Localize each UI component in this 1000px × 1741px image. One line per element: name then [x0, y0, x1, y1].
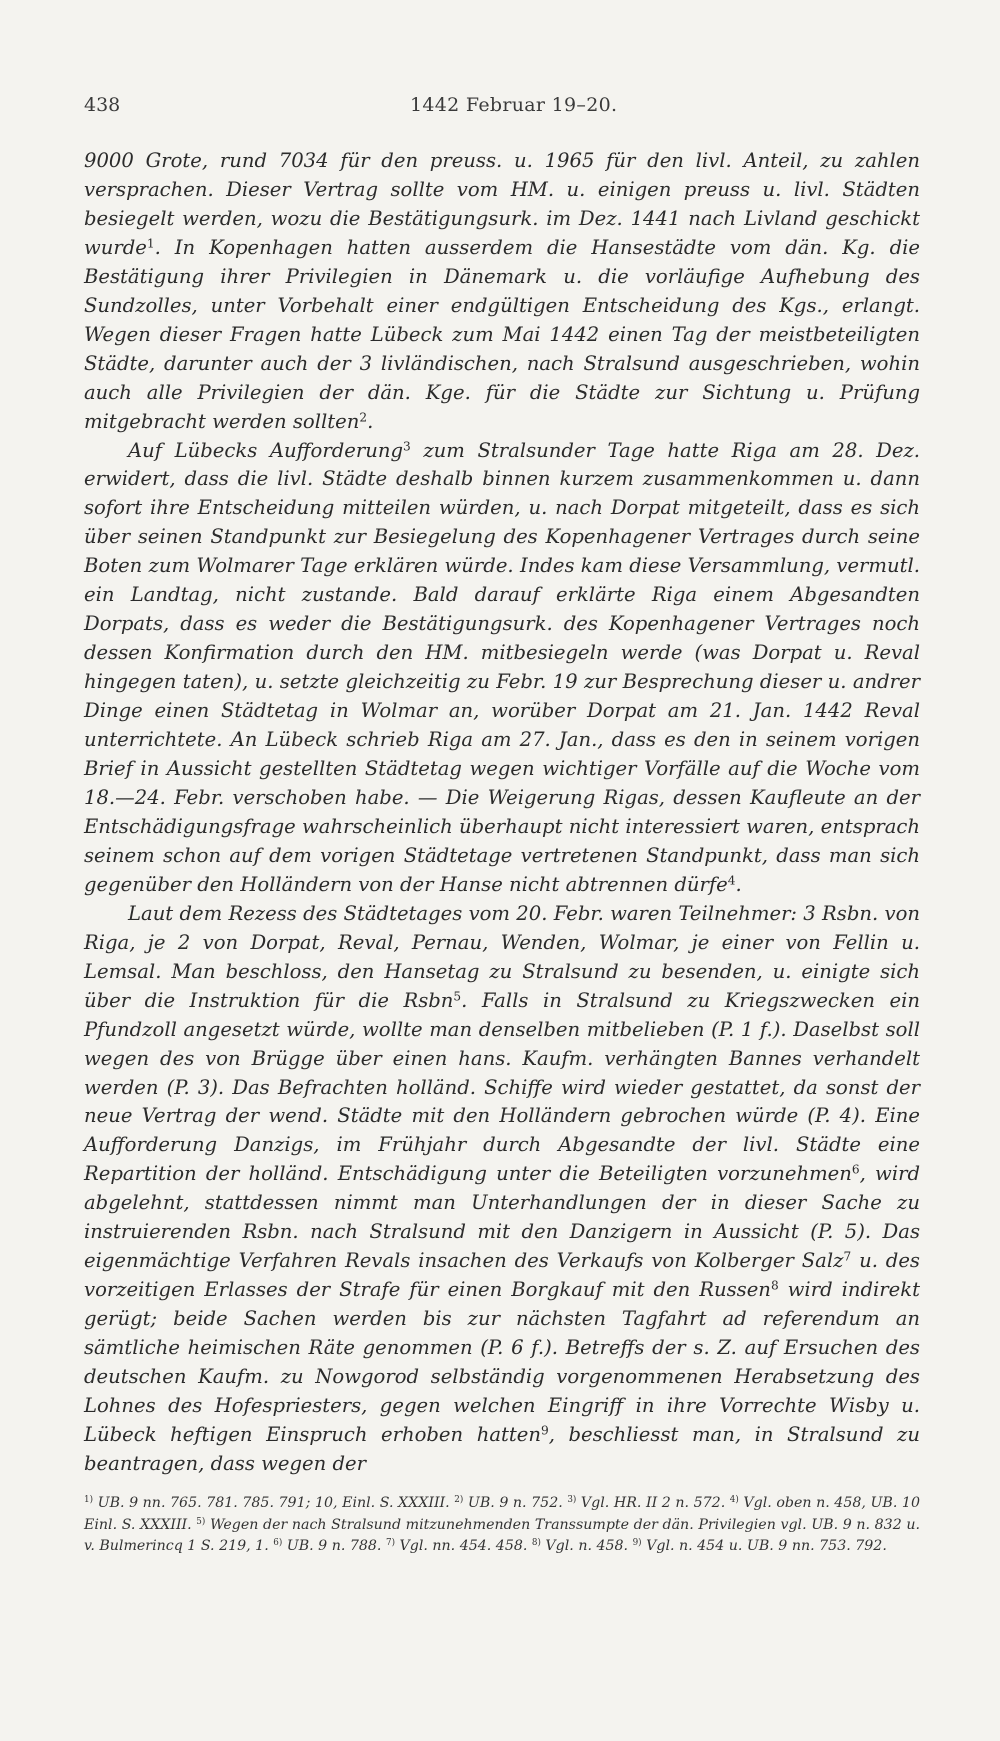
running-head: 1442 Februar 19–20. [410, 94, 618, 116]
footnote-number: 5) [196, 1516, 206, 1527]
footnote-4: Vgl. oben n. 458, UB. 10 Einl. S. XXXIII. [84, 1495, 920, 1533]
footnote-ref-2: 2 [359, 409, 368, 424]
main-text [84, 147, 920, 1479]
footnote-number: 4) [729, 1495, 739, 1506]
footnote-number: 7) [385, 1538, 395, 1549]
footnote-number: 1) [84, 1495, 94, 1506]
page-header [84, 94, 920, 124]
text-run: wird indirekt gerügt; beide Sachen werden bis zur nächsten Tagfahrt ad referendum an sämtliche heimischen Räte genommen (P. 6 f.). Betreffs der s. Z. auf Ersuchen des deutschen Kaufm. zu Nowgorod selbständig vorgenommenen Herabsetzung des Lohnes des Hofespriesters, gegen welchen Eingriff in ihre Vorrechte Wisby u. Lübeck heftigen Einspruch erhoben hatten [84, 1278, 920, 1446]
paragraph-1 [84, 147, 920, 437]
text-run: . Falls in Stralsund zu Kriegszwecken ein Pfundzoll angesetzt würde, wollte man denselben mitbelieben (P. 1 f.). Daselbst soll wegen des von Brügge über einen hans. Kaufm. verhängten Bannes verhandelt werden (P. 3). Das Befrachten holländ. Schiffe wird wieder gestattet, da sonst der neue Vertrag der wend. Städte mit den Holländern gebrochen würde (P. 4). Eine Aufforderung Danzigs, im Frühjahr durch Abgesandte der livl. Städte eine Repartition der holländ. Entschädigung unter die Beteiligten vorzunehmen [84, 988, 920, 1186]
text-run: . [367, 409, 374, 433]
footnote-ref-9: 9 [540, 1423, 549, 1438]
footnote-2: UB. 9 n. 752. [463, 1495, 568, 1511]
footnotes [84, 1493, 920, 1558]
text-run: . [735, 872, 742, 896]
footnote-9: Vgl. n. 454 u. UB. 9 nn. 753. 792. [641, 1538, 887, 1554]
footnote-ref-8: 8 [770, 1278, 779, 1293]
text-run: Auf Lübecks Aufforderung [128, 438, 403, 462]
text-run: . In Kopenhagen hatten ausserdem die Hansestädte vom dän. Kg. die Bestätigung ihrer Privilegien in Dänemark u. die vorläufige Aufhebung des Sundzolles, unter Vorbehalt einer endgültigen Entscheidung des Kgs., erlangt. Wegen dieser Fragen hatte Lübeck zum Mai 1442 einen Tag der meistbeteiligten Städte, darunter auch der 3 livländischen, nach Stralsund ausgeschrieben, wohin auch alle Privilegien der dän. Kge. für die Städte zur Sichtung u. Prüfung mitgebracht werden sollten [84, 235, 920, 433]
footnote-ref-1: 1 [146, 236, 155, 251]
footnote-ref-3: 3 [403, 438, 411, 453]
paragraph-2 [84, 437, 920, 900]
footnote-number: 9) [632, 1538, 642, 1549]
footnote-block [84, 1493, 920, 1558]
footnote-ref-4: 4 [727, 873, 736, 888]
footnote-number: 6) [273, 1538, 283, 1549]
footnote-number: 2) [454, 1495, 464, 1506]
text-run: 9000 Grote, rund 7034 für den preuss. u. 1965 für den livl. Anteil, zu zahlen versprachen. Dieser Vertrag sollte vom HM. u. einigen preuss u. livl. Städten besiegelt werden, wozu die Bestätigungsurk. im Dez. 1441 nach Livland geschickt wurde [84, 149, 920, 259]
footnote-3: Vgl. HR. II 2 n. 572. [576, 1495, 730, 1511]
footnote-number: 8) [531, 1538, 541, 1549]
text-run: , beschliesst man, in Stralsund zu beantragen, dass wegen der [84, 1422, 920, 1475]
text-run: , wird abgelehnt, stattdessen nimmt man Unterhandlungen der in dieser Sache zu instruierenden Rsbn. nach Stralsund mit den Danzigern in Aussicht (P. 5). Das eigenmächtige Verfahren Revals insachen des Verkaufs von Kolberger Salz [84, 1162, 921, 1273]
footnote-ref-7: 7 [843, 1249, 852, 1264]
footnote-6: UB. 9 n. 788. [282, 1538, 386, 1554]
paragraph-3 [84, 900, 920, 1479]
text-run: u. des vorzeitigen Erlasses der Strafe für einen Borgkauf mit den Russen [84, 1249, 920, 1302]
footnote-ref-5: 5 [453, 988, 462, 1003]
footnote-7: Vgl. nn. 454. 458. [395, 1538, 532, 1554]
page-number: 438 [84, 94, 121, 116]
text-run: Laut dem Rezess des Städtetages vom 20. Febr. waren Teilnehmer: 3 Rsbn. von Riga, je 2 von Dorpat, Reval, Pernau, Wenden, Wolmar, je einer von Fellin u. Lemsal. Man beschloss, den Hansetag zu Stralsund zu besenden, u. einigte sich über die Instruktion für die Rsbn [84, 901, 920, 1012]
footnote-ref-6: 6 [851, 1162, 860, 1177]
footnote-1: UB. 9 nn. 765. 781. 785. 791; 10, Einl. S. XXXIII. [93, 1495, 455, 1511]
text-run: zum Stralsunder Tage hatte Riga am 28. Dez. erwidert, dass die livl. Städte deshalb binnen kurzem zusammenkommen u. dann sofort ihre Entscheidung mitteilen würden, u. nach Dorpat mitgeteilt, dass es sich über seinen Standpunkt zur Besiegelung des Kopenhagener Vertrages durch seine Boten zum Wolmarer Tage erklären würde. Indes kam diese Versammlung, vermutl. ein Landtag, nicht zustande. Bald darauf erklärte Riga einem Abgesandten Dorpats, dass es weder die Bestätigungsurk. des Kopenhagener Vertrages noch dessen Konfirmation durch den HM. mitbesiegeln werde (was Dorpat u. Reval hingegen taten), u. setzte gleichzeitig zu Febr. 19 zur Besprechung dieser u. andrer Dinge einen Städtetag in Wolmar an, worüber Dorpat am 21. Jan. 1442 Reval unterrichtete. An Lübeck schrieb Riga am 27. Jan., dass es den in seinem vorigen Brief in Aussicht gestellten Städtetag wegen wichtiger Vorfälle auf die Woche vom 18.—24. Febr. verschoben habe. — Die Weigerung Rigas, dessen Kaufleute an der Entschädigungsfrage wahrscheinlich überhaupt nicht interessiert waren, entsprach seinem schon auf dem vorigen Städtetage vertretenen Standpunkt, dass man sich gegenüber den Holländern von der Hanse nicht abtrennen dürfe [84, 438, 920, 896]
footnote-5: Wegen der nach Stralsund mitzunehmenden Transsumpte der dän. Privilegien vgl. UB. 9 n. 832 u. v. Bulmerincq 1 S. 219, 1. [84, 1516, 920, 1554]
footnote-number: 3) [567, 1495, 577, 1506]
footnote-8: Vgl. n. 458. [540, 1538, 633, 1554]
